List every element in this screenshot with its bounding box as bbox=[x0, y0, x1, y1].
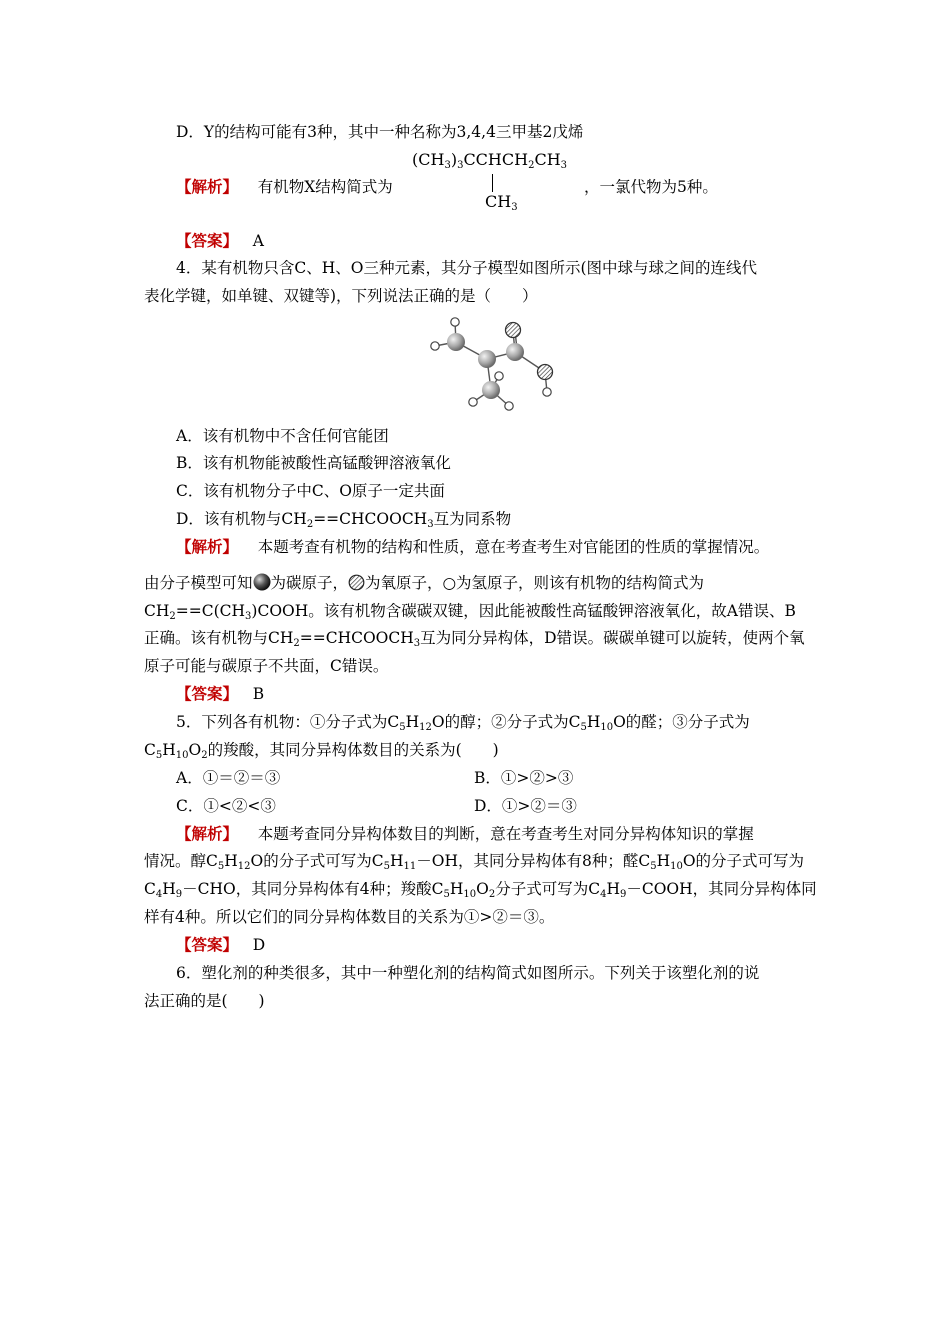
q4-analysis-line3: $CH_2==C(CH_3)COOH$。该有机物含碳碳双键，因此能被酸性高锰酸钾溶液氧化，故A错误、B bbox=[144, 602, 796, 622]
carbon-atom bbox=[447, 333, 465, 351]
q3-answer-value: A bbox=[252, 232, 264, 250]
q4-option-d: D．该有机物与$CH_2==CHCOOCH_3$互为同系物 bbox=[176, 510, 512, 530]
hydrogen-atom bbox=[431, 342, 439, 350]
q3-analysis bbox=[176, 177, 393, 197]
carbon-atom bbox=[482, 381, 500, 399]
q5-answer bbox=[176, 935, 265, 955]
q5-option-a: A．①＝②＝③ bbox=[176, 769, 281, 787]
q4-option-a: A．该有机物中不含任何官能团 bbox=[176, 427, 389, 445]
q4-answer-value: B bbox=[252, 685, 265, 703]
hydrogen-atom bbox=[451, 318, 459, 326]
q4-stem-line1: 4．某有机物只含C、H、O三种元素，其分子模型如图所示(图中球与球之间的连线代 bbox=[176, 259, 757, 277]
q3-analysis-text: 有机物X结构简式为 bbox=[257, 178, 393, 196]
hydrogen-atom bbox=[495, 372, 503, 380]
q4-analysis-line2: 由分子模型可知 为碳原子， 为氧原子，○为氢原子，则该有机物的结构简式为 bbox=[144, 574, 705, 592]
q6-stem-line2: 法正确的是( ) bbox=[144, 992, 265, 1010]
hydrogen-atom bbox=[505, 402, 513, 410]
q4-analysis-line1: 【解析】 本题考查有机物的结构和性质，意在考查考生对官能团的性质的掌握情况。 bbox=[176, 538, 770, 556]
answer-label: 【答案】 bbox=[176, 685, 239, 703]
molecule-model-figure bbox=[425, 312, 560, 414]
q5-option-b: B．①>②>③ bbox=[474, 769, 574, 787]
q6-stem-line1: 6．塑化剂的种类很多，其中一种塑化剂的结构简式如图所示。下列关于该塑化剂的说 bbox=[176, 964, 760, 982]
q4-stem-line2: 表化学键，如单键、双键等)，下列说法正确的是（ ） bbox=[144, 287, 538, 305]
q5-stem-line1: 5．下列各有机物：①分子式为$C_5H_{12}O$的醇；②分子式为$C_5H_{10}O$的醛；③分子式为 bbox=[176, 713, 750, 733]
oxygen-ball-icon bbox=[348, 574, 365, 591]
q5-option-c: C．①<②<③ bbox=[176, 797, 276, 815]
formula-bond bbox=[492, 174, 493, 192]
analysis-label: 【解析】 bbox=[176, 178, 239, 196]
q3-option-d: D．Y的结构可能有3种，其中一种名称为3,4,4三甲基2戊烯 bbox=[176, 123, 584, 141]
formula-main-chain: $(CH_3)_3CCHCH_2CH_3$ bbox=[412, 150, 568, 171]
answer-label: 【答案】 bbox=[176, 936, 239, 954]
q4-analysis-line4: 正确。该有机物与$CH_2==CHCOOCH_3$互为同分异构体，D错误。碳碳单键可以旋转，使两个氧 bbox=[144, 629, 805, 649]
q5-option-d: D．①>②＝③ bbox=[474, 797, 577, 815]
q5-answer-value: D bbox=[252, 936, 266, 954]
structural-formula bbox=[412, 146, 592, 218]
q5-analysis-line4: 样有4种。所以它们的同分异构体数目的关系为①>②＝③。 bbox=[144, 908, 555, 926]
hydrogen-atom bbox=[469, 398, 477, 406]
q4-option-b: B．该有机物能被酸性高锰酸钾溶液氧化 bbox=[176, 454, 451, 472]
carbon-ball-icon bbox=[253, 573, 271, 591]
oxygen-atom bbox=[538, 365, 553, 380]
q4-answer bbox=[176, 684, 264, 704]
analysis-label: 【解析】 bbox=[176, 825, 239, 843]
carbon-atom bbox=[478, 350, 496, 368]
hydrogen-atom bbox=[543, 388, 551, 396]
formula-branch: $CH_3$ bbox=[485, 192, 518, 213]
q5-analysis-line1: 【解析】 本题考查同分异构体数目的判断，意在考查考生对同分异构体知识的掌握 bbox=[176, 825, 754, 843]
analysis-label: 【解析】 bbox=[176, 538, 239, 556]
answer-label: 【答案】 bbox=[176, 232, 239, 250]
q3-analysis-tail: ，一氯代物为5种。 bbox=[584, 178, 718, 196]
q3-answer bbox=[176, 231, 264, 251]
q5-analysis-line3: $C_4H_9-CHO$，其同分异构体有4种；羧酸$C_5H_{10}O_2$分子式可写为$C_4H_9-COOH$，其同分异构体同 bbox=[144, 880, 817, 900]
carbon-atom bbox=[506, 343, 524, 361]
q4-option-c: C．该有机物分子中C、O原子一定共面 bbox=[176, 482, 445, 500]
q5-stem-line2: $C_5H_{10}O_2$的羧酸，其同分异构体数目的关系为( ) bbox=[144, 741, 499, 761]
q4-analysis-line5: 原子可能与碳原子不共面，C错误。 bbox=[144, 657, 389, 675]
q5-analysis-line2: 情况。醇$C_5H_{12}O$的分子式可写为$C_5H_{11}-OH$，其同分异构体有8种；醛$C_5H_{10}O$的分子式可写为 bbox=[144, 852, 805, 872]
oxygen-atom bbox=[506, 323, 521, 338]
